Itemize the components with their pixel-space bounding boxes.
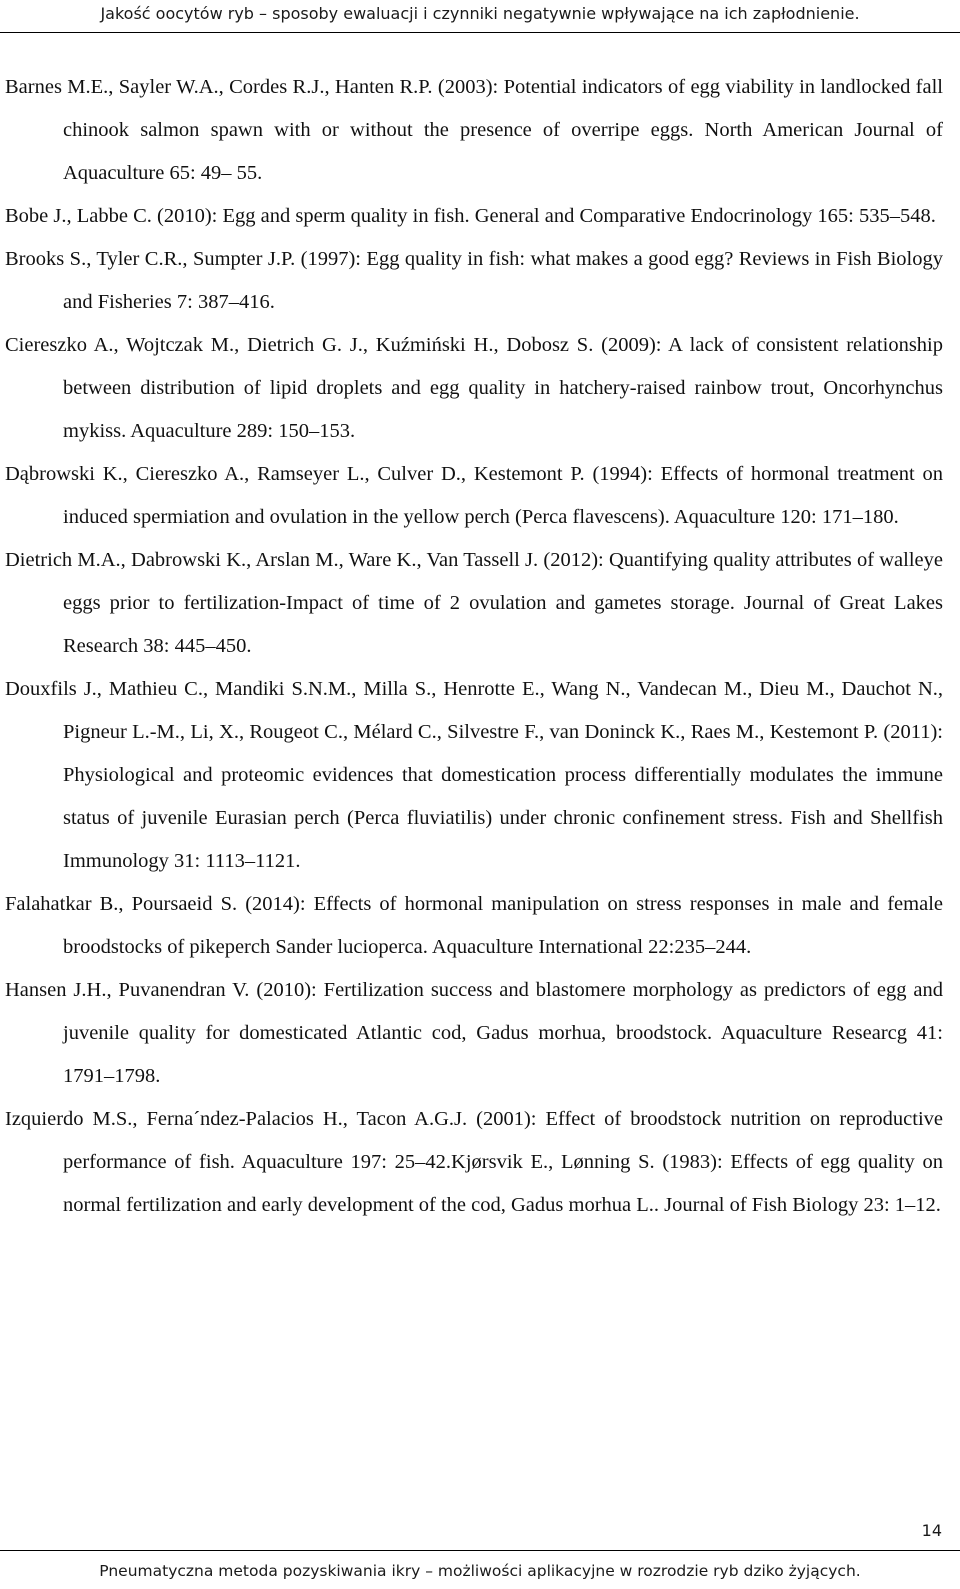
header-divider [0,32,960,33]
reference-entry: Brooks S., Tyler C.R., Sumpter J.P. (1997): Egg quality in fish: what makes a good egg? Reviews in Fish Biology and Fisheries 7: 387–416. [5,248,943,313]
reference-entry: Barnes M.E., Sayler W.A., Cordes R.J., Hanten R.P. (2003): Potential indicators of egg viability in landlocked fall chinook salmon spawn with or without the presence of overripe eggs. North American Journal of Aquaculture 65: 49– 55. [5,76,943,184]
reference-entry: Dietrich M.A., Dabrowski K., Arslan M., Ware K., Van Tassell J. (2012): Quantifying quality attributes of walleye eggs prior to fertilization-Impact of time of 2 ovulation and gametes storage. Journal of Great Lakes Research 38: 445–450. [5,549,943,657]
reference-entry: Hansen J.H., Puvanendran V. (2010): Fertilization success and blastomere morphology as predictors of egg and juvenile quality for domesticated Atlantic cod, Gadus morhua, broodstock. Aquaculture Researcg 41: 1791–1798. [5,979,943,1087]
running-header: Jakość oocytów ryb – sposoby ewaluacji i czynniki negatywnie wpływające na ich zapłodnienie. [100,4,860,23]
reference-entry: Douxfils J., Mathieu C., Mandiki S.N.M., Milla S., Henrotte E., Wang N., Vandecan M., Dieu M., Dauchot N., Pigneur L.-M., Li, X., Rougeot C., Mélard C., Silvestre F., van Doninck K., Raes M., Kestemont P. (2011): Physiological and proteomic evidences that domestication process differentially modulates the immune status of juvenile Eurasian perch (Perca fluviatilis) under chronic confinement stress. Fish and Shellfish Immunology 31: 1113–1121. [5,678,943,872]
reference-entry: Dąbrowski K., Ciereszko A., Ramseyer L., Culver D., Kestemont P. (1994): Effects of hormonal treatment on induced spermiation and ovulation in the yellow perch (Perca flavescens). Aquaculture 120: 171–180. [5,463,943,528]
running-footer: Pneumatyczna metoda pozyskiwania ikry – możliwości aplikacyjne w rozrodzie ryb dziko żyjących. [99,1562,861,1580]
reference-entry: Bobe J., Labbe C. (2010): Egg and sperm quality in fish. General and Comparative Endocrinology 165: 535–548. [5,205,936,227]
reference-entry: Falahatkar B., Poursaeid S. (2014): Effects of hormonal manipulation on stress responses in male and female broodstocks of pikeperch Sander lucioperca. Aquaculture International 22:235–244. [5,893,943,958]
page-number: 14 [921,1521,942,1540]
reference-list [5,66,943,1227]
reference-entry: Izquierdo M.S., Ferna´ndez-Palacios H., Tacon A.G.J. (2001): Effect of broodstock nutrition on reproductive performance of fish. Aquaculture 197: 25–42.Kjørsvik E., Lønning S. (1983): Effects of egg quality on normal fertilization and early development of the cod, Gadus morhua L.. Journal of Fish Biology 23: 1–12. [5,1108,943,1216]
reference-entry: Ciereszko A., Wojtczak M., Dietrich G. J., Kuźmiński H., Dobosz S. (2009): A lack of consistent relationship between distribution of lipid droplets and egg quality in hatchery-raised rainbow trout, Oncorhynchus mykiss. Aquaculture 289: 150–153. [5,334,943,442]
footer-divider [0,1550,960,1551]
